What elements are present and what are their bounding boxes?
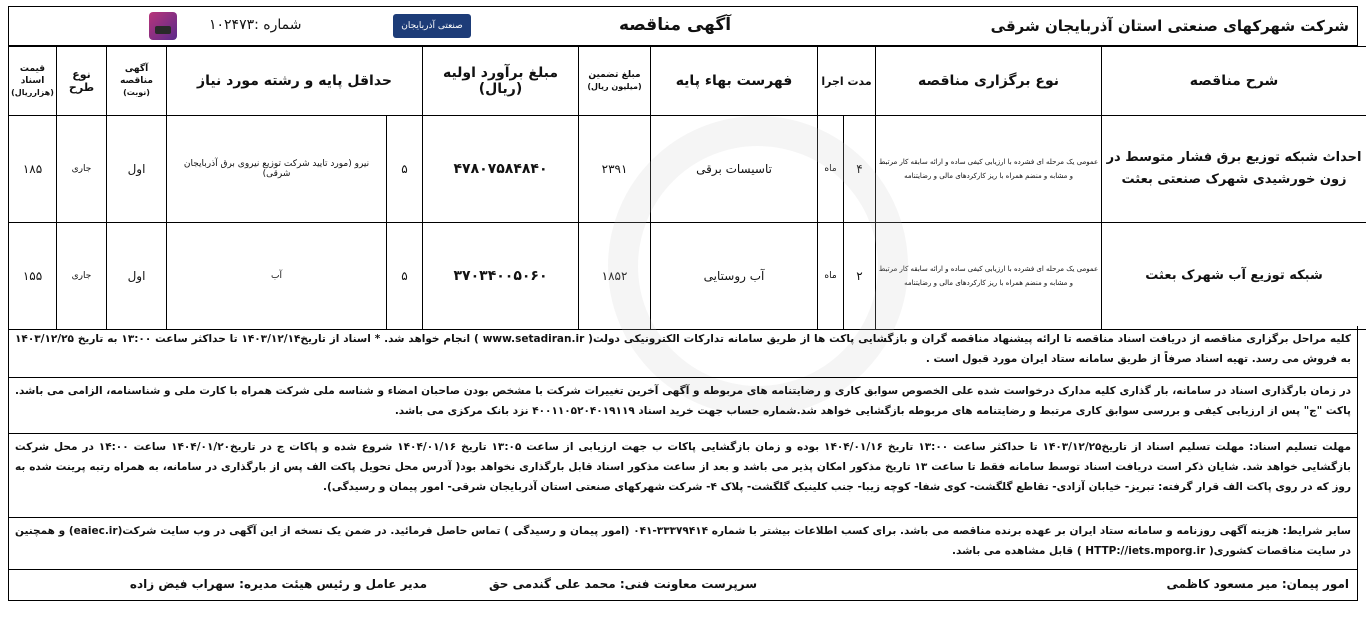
col-project-type: نوع طرح [57,47,107,116]
row-grade: ۵ [387,223,423,330]
col-duration: مدت اجرا [818,47,876,116]
signatures [8,570,1358,601]
table-row [9,116,1366,223]
row-description: شبکه توزیع آب شهرک بعثت [1102,223,1366,330]
row-round: اول [107,223,167,330]
publisher-logo-icon [149,12,177,40]
note-upload-requirements: در زمان بارگذاری اسناد در سامانه، بار گذاری کلیه مدارک درخواست شده علی الخصوص سوابق کاری و رضایتنامه های مربوطه و آگهی آخرین تغییرات شرکت با مشخص بودن صاحبان امضاء و شناسه ملی شرکت همراه با کارت ملی و شناسنامه، الزامی می باشد. پاکت "ج" پس از ارزیابی کیفی و بررسی سوابق کاری مرتبط و رضایتنامه های مربوطه بازگشایی خواهد شد.شماره حساب جهت خرید اسناد ۴۰۰۱۱۰۵۲۰۴۰۱۹۱۱۹ نزد بانک مرکزی می باشد. [8,378,1358,434]
col-guarantee [579,47,651,116]
row-field: آب [167,223,387,330]
col-guarantee-unit: (میلیون ریال) [587,82,642,91]
row-field: نیرو (مورد تایید شرکت توزیع نیروی برق آذربایجان شرقی) [167,116,387,223]
col-guarantee-label: مبلغ تضمین [588,70,641,80]
company-name: شرکت شهرکهای صنعتی استان آذربایجان شرقی [990,17,1349,35]
col-doc-price [9,47,57,116]
notice-title: آگهی مناقصه [619,15,732,35]
note-other-conditions: سایر شرایط: هزینه آگهی روزنامه و سامانه ستاد ایران بر عهده برنده مناقصه می باشد. برای کسب اطلاعات بیشتر با شماره ۳۳۳۷۹۴۱۴-۰۴۱ (امور پیمان و رسیدگی ) تماس حاصل فرمائید. در ضمن یک نسخه از این آگهی در وب سایت شرکت(eaiec.ir) و همچنین در سایت مناقصات کشوری( HTTP://iets.mporg.ir ) قابل مشاهده می باشد. [8,518,1358,570]
col-ad-round [107,47,167,116]
row-doc-price: ۱۸۵ [9,116,57,223]
table-header-row [9,47,1366,116]
col-description: شرح مناقصه [1102,47,1366,116]
note-deadline: مهلت تسلیم اسناد: مهلت تسلیم اسناد از تاریخ۱۴۰۳/۱۲/۲۵ تا حداکثر ساعت ۱۳:۰۰ تاریخ ۱۴۰۴/۰۱/۱۶ بوده و زمان بازگشایی پاکات ب جهت ارزیابی از ساعت ۱۳:۰۵ تاریخ ۱۴۰۴/۰۱/۱۶ شروع شده و پاکات ج در تاریخ۱۴۰۴/۰۱/۲۰ ساعت ۱۴:۰۰ در محل شرکت بازگشایی خواهد شد. شایان ذکر است دریافت اسناد توسط سامانه فقط تا ساعت ۱۳ تاریخ مذکور امکان پذیر می باشد و بعد از ساعت مذکور اسناد قابل بارگذاری نخواهد بود( آدرس محل تحویل پاکت الف پس از بارگذاری در سامانه، به همراه رتبه پرینت شده به روز که در روی پاکت الف قرار گرفته: تبریز- خیابان آزادی- تقاطع گلگشت- کوی شفا- کوچه زیبا- جنب کلینیک گلگشت- پلاک ۴- شرکت شهرکهای صنعتی استان آذربایجان شرقی- امور پیمان و رسیدگی). [8,434,1358,518]
row-round: اول [107,116,167,223]
notes-section [8,326,1358,601]
tender-notice [8,6,1362,614]
tender-table [8,46,1366,330]
col-price-list: فهرست بهاء پایه [651,47,818,116]
col-tender-type: نوع برگزاری مناقصه [876,47,1102,116]
col-doc-price-unit: (هزارریال) [11,88,54,97]
row-price-list: آب روستایی [651,223,818,330]
row-price-list: تاسیسات برقی [651,116,818,223]
col-ad-round-label: آگهی مناقصه [120,64,153,86]
notice-number: شماره :۱۰۲۴۷۳ [209,17,302,33]
row-duration-unit: ماه [818,116,844,223]
row-duration-value: ۴ [844,116,876,223]
row-doc-price: ۱۵۵ [9,223,57,330]
note-procedure: کلیه مراحل برگزاری مناقصه از دریافت اسناد مناقصه تا ارائه پیشنهاد مناقصه گران و بازگشایی پاکت ها از طریق سامانه تدارکات الکترونیکی دولت( www.setadiran.ir ) انجام خواهد شد. * اسناد از تاریخ۱۴۰۳/۱۲/۱۴ تا حداکثر ساعت ۱۳:۰۰ به تاریخ ۱۴۰۳/۱۲/۲۵ به فروش می رسد. تهیه اسناد صرفاً از طریق سامانه ستاد ایران مورد قبول است . [8,326,1358,378]
row-duration-value: ۲ [844,223,876,330]
table-row [9,223,1366,330]
col-doc-price-label: قیمت اسناد [19,64,46,86]
row-tender-type: عمومی یک مرحله ای فشرده با ارزیابی کیفی ساده و ارائه سابقه کار مرتبط و مشابه و منضم همراه با ریز کارکردهای مالی و رضایتنامه [876,116,1102,223]
row-project-type: جاری [57,223,107,330]
row-estimate: ۴۷۸۰۷۵۸۴۸۴۰ [423,116,579,223]
col-ad-round-sub: (نوبت) [123,88,150,97]
col-min-grade: حداقل پایه و رشته مورد نیاز [167,47,423,116]
row-project-type: جاری [57,116,107,223]
ceo-signature: مدیر عامل و رئیس هیئت مدیره: سهراب فیض زاده [129,577,427,591]
notice-header [8,6,1358,55]
row-description: احداث شبکه توزیع برق فشار متوسط در زون خورشیدی شهرک صنعتی بعثت [1102,116,1366,223]
row-guarantee: ۱۸۵۲ [579,223,651,330]
newspaper-stamp-icon: صنعتی آذربایجان شرقی [393,14,471,38]
technical-signature: سرپرست معاونت فنی: محمد علی گندمی حق [488,577,757,591]
row-duration-unit: ماه [818,223,844,330]
row-tender-type: عمومی یک مرحله ای فشرده با ارزیابی کیفی ساده و ارائه سابقه کار مرتبط و مشابه و منضم همراه با ریز کارکردهای مالی و رضایتنامه [876,223,1102,330]
row-guarantee: ۲۳۹۱ [579,116,651,223]
col-estimate: مبلغ برآورد اولیه (ریال) [423,47,579,116]
row-estimate: ۳۷۰۳۴۰۰۵۰۶۰ [423,223,579,330]
contracts-signature: امور پیمان: میر مسعود کاظمی [1166,577,1349,591]
row-grade: ۵ [387,116,423,223]
